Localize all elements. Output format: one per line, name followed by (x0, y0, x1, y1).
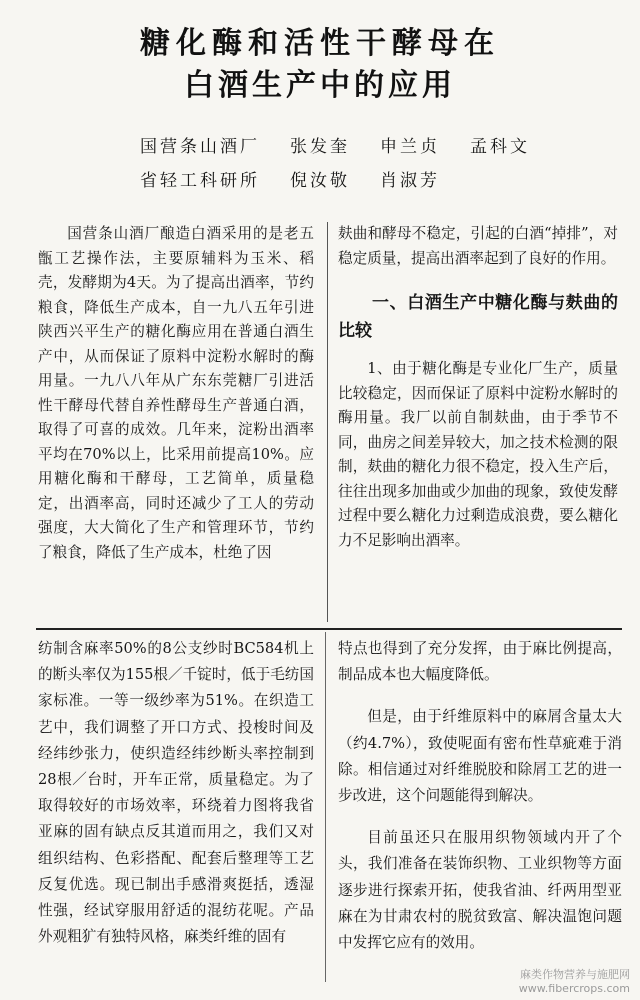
flax-paragraph-2: 特点也得到了充分发挥，由于麻比例提高，制品成本也大幅度降低。 (338, 640, 622, 684)
section-heading: 一、白酒生产中糖化酶与麸曲的比较 (338, 293, 618, 341)
author-name: 肖淑芳 (380, 171, 440, 191)
intro-paragraph: 国营条山酒厂酿造白酒采用的是老五甑工艺操作法，主要原辅料为玉米、稻壳，发酵期为4天。为了提高出酒率，节约粮食，降低生产成本，自一九八五年引进陕西兴平生产的糖化酶应用在普通白酒生产中，从而保证了原料中淀粉水解时的酶用量。一九八八年从广东东莞糖厂引进活性干酵母代替自养性酵母生产普通白酒，取得了可喜的成效。几年来，淀粉出酒率平均在70%以上，比采用前提高10%。应用糖化酶和干酵母，工艺简单，质量稳定，出酒率高，同时还减少了工人的劳动强度，大大简化了生产和管理环节，节约了粮食，降低了生产成本，杜绝了因 (38, 225, 314, 561)
horizontal-divider (36, 628, 622, 630)
title-line-2: 白酒生产中的应用 (184, 68, 456, 103)
watermark-line-1: 麻类作物营养与施肥网 (520, 968, 630, 981)
flax-paragraph-4: 目前虽还只在服用织物领域内开了个头，我们准备在装饰织物、工业织物等方面逐步进行探索开拓，使我省油、纤两用型亚麻在为甘肃农村的脱贫致富、解决温饱问题中发挥它应有的效用。 (338, 829, 622, 952)
flax-paragraph-1: 纺制含麻率50%的8公支纱时BC584机上的断头率仅为155根／千锭时，低于毛纺国家标准。一等一级纱率为51%。在织造工艺中，我们调整了开口方式、投梭时间及经纬纱张力，使织造经纬纱断头率控制到28根／台时，开车正常，质量稳定。为了取得较好的市场效率，环绕着力图将我省亚麻的固有缺点反其道而用之，我们又对组织结构、色彩搭配、配套后整理等工艺反复优选。现已制出手感滑爽挺括，透湿性强，经试穿服用舒适的混纺花呢。产品外观粗犷有独特风格，麻类纤维的固有 (38, 640, 314, 946)
section-paragraph-1: 1、由于糖化酶是专业化厂生产，质量比较稳定，因而保证了原料中淀粉水解时的酶用量。我厂以前自制麸曲，由于季节不同，曲房之间差异较大，加之技术检测的限制，麸曲的糖化力很不稳定，投入生产后，往往出现多加曲或少加曲的现象，致使发酵过程中要么糖化力过剩造成浪费，要么糖化力不足影响出酒率。 (338, 360, 618, 549)
column-divider-top (327, 222, 328, 622)
author-name: 申兰贞 (380, 137, 440, 157)
column-right-top (338, 222, 618, 553)
author-name: 孟科文 (470, 137, 530, 157)
author-name: 倪汝敬 (290, 171, 350, 191)
author-affiliation-2: 省轻工科研所 (140, 171, 260, 191)
column-left-bottom (38, 636, 314, 950)
title-line-1: 糖化酶和活性干酵母在 (140, 26, 500, 61)
flax-paragraph-3: 但是，由于纤维原料中的麻屑含量太大（约4.7%），致使呢面有密布性草疵难于消除。相信通过对纤维脱胶和除屑工艺的进一步改进，这个问题能得到解决。 (338, 708, 622, 805)
column-left-top (38, 222, 314, 565)
continuation-paragraph: 麸曲和酵母不稳定，引起的白酒“掉排”，对稳定质量，提高出酒率起到了良好的作用。 (338, 225, 618, 267)
watermark-line-2: www.fibercrops.com (518, 982, 630, 995)
author-affiliation-1: 国营条山酒厂 (140, 137, 260, 157)
author-name: 张发奎 (290, 137, 350, 157)
column-divider-bottom (325, 632, 326, 982)
column-right-bottom (338, 636, 622, 972)
watermark (519, 968, 630, 996)
